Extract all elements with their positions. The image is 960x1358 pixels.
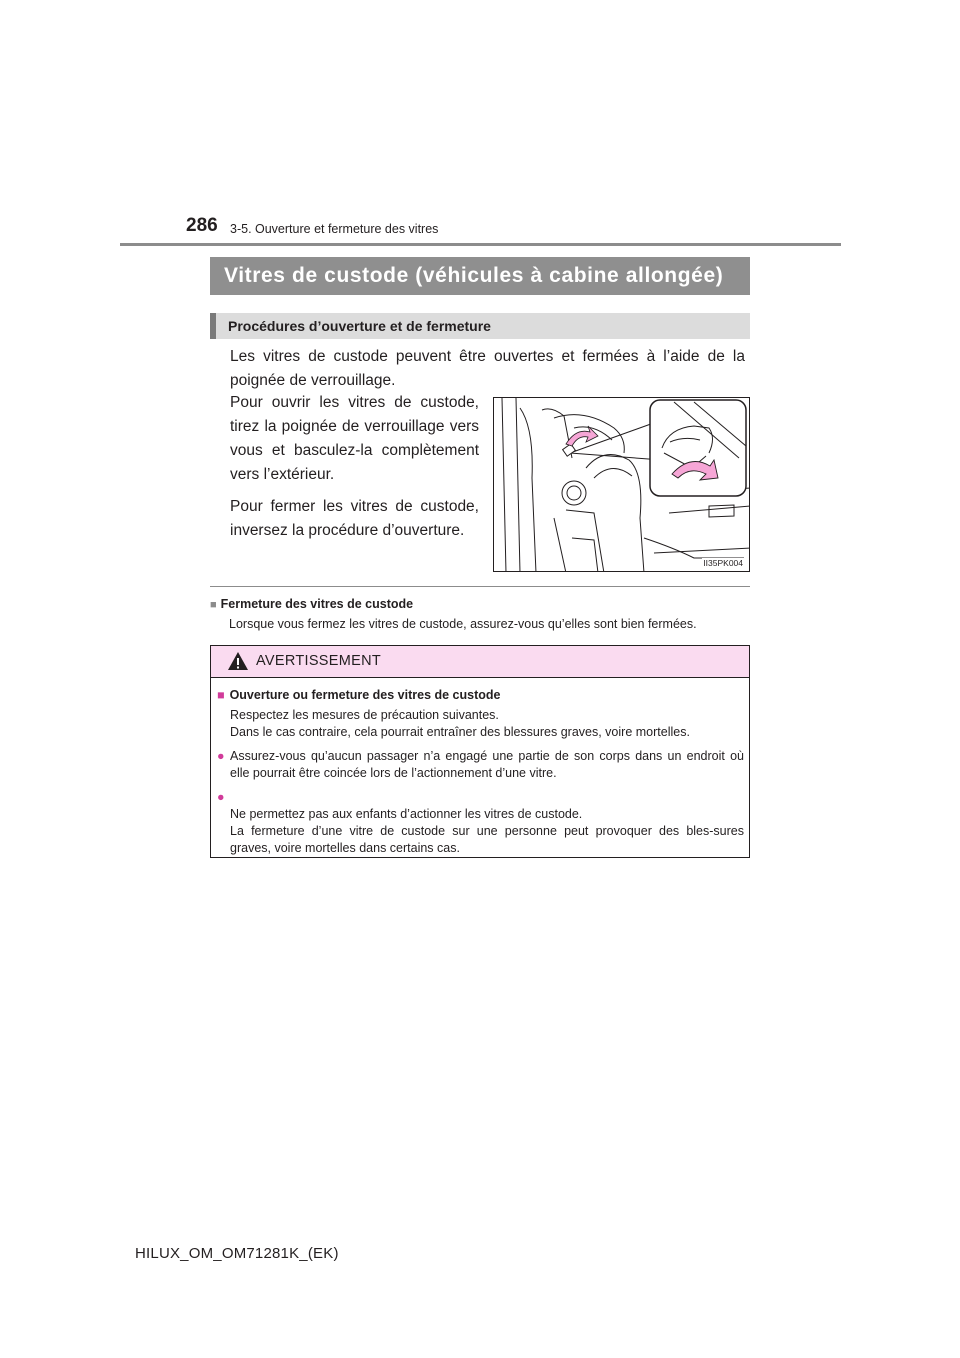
warning-intro-line: Respectez les mesures de précaution suivantes. [230,708,499,722]
warning-box [210,645,750,858]
window-lock-illustration [493,397,750,572]
intro-paragraph: Les vitres de custode peuvent être ouvertes et fermées à l’aide de la poignée de verrouillage. [230,348,745,389]
illustration-drawing [494,398,750,572]
section-divider [210,586,750,587]
square-bullet-icon: ■ [217,688,225,702]
warning-bullet-text: Assurez-vous qu’aucun passager n’a engagé une partie de son corps dans un endroit où elle pourrait être coincée lors de l’actionnement d’une vitre. [230,749,744,780]
section-path: 3-5. Ouverture et fermeture des vitres [230,222,439,236]
sub-item-text: Lorsque vous fermez les vitres de custode, assurez-vous qu’elles sont bien fermées. [229,617,697,631]
warning-bullet [217,789,744,857]
figure-code: II35PK004 [703,558,743,568]
subheading: Procédures d’ouverture et de fermeture [210,313,750,339]
warning-header [211,646,749,678]
footer-code: HILUX_OM_OM71281K_(EK) [135,1245,339,1262]
sub-item-title [210,597,413,611]
page-title: Vitres de custode (véhicules à cabine allongée) [210,257,750,295]
square-bullet-icon: ■ [210,599,217,611]
warning-intro-line: Dans le cas contraire, cela pourrait entraîner des blessures graves, voire mortelles. [230,725,690,739]
instructions-column [230,391,479,551]
warning-label: AVERTISSEMENT [256,653,382,669]
bullet-dot-icon: ● [217,749,225,763]
page-number: 286 [186,215,218,236]
warning-item-title [217,687,500,704]
header-rule [120,243,841,246]
warning-bullet-text: Ne permettez pas aux enfants d’actionner les vitres de custode. La fermeture d’une vitre de custode sur une personne peut provoquer des bles-sures graves, voire mortelles dans certains cas. [230,807,744,855]
warning-triangle-icon [227,651,249,671]
open-instruction: Pour ouvrir les vitres de custode, tirez la poignée de verrouillage vers vous et basculez-la complètement vers l’extérieur. [230,394,479,483]
close-instruction: Pour fermer les vitres de custode, inversez la procédure d’ouverture. [230,498,479,539]
sub-item-title-text: Fermeture des vitres de custode [220,597,414,611]
warning-item-title-text: Ouverture ou fermeture des vitres de custode [229,688,501,702]
warning-bullet [217,748,744,782]
bullet-dot-icon: ● [217,790,225,804]
